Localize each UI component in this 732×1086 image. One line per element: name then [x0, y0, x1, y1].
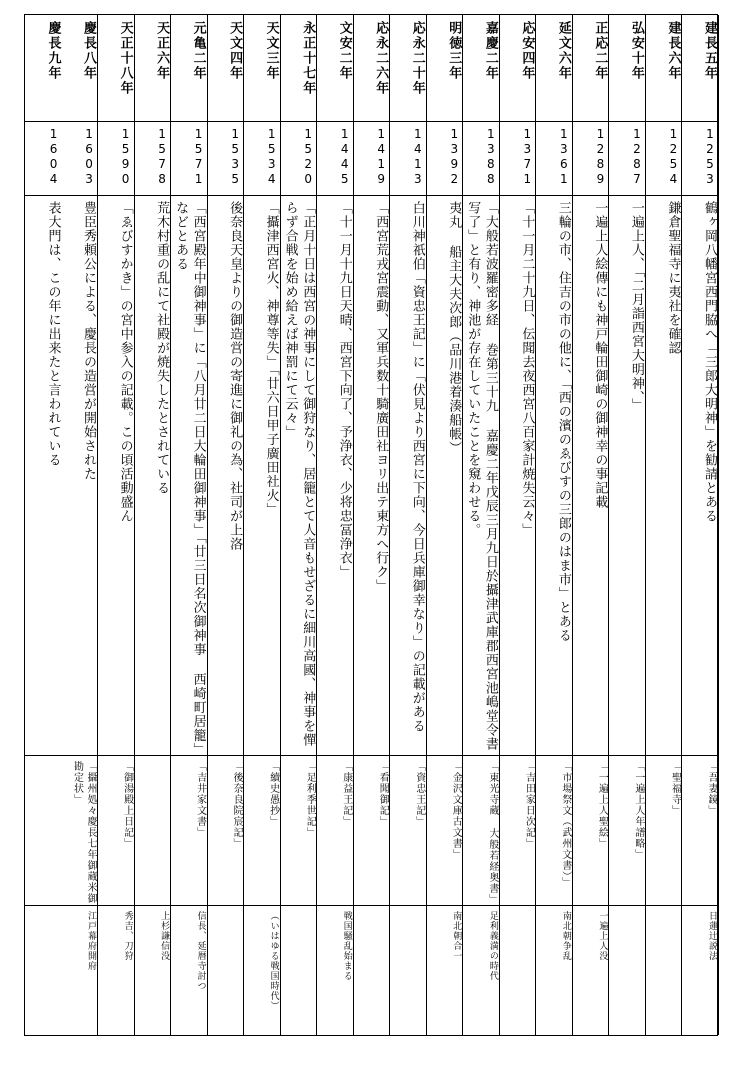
era-cell: 永正十七年 [300, 21, 316, 96]
source-cell [135, 755, 171, 905]
source-cell: 「聖福寺」 [669, 761, 681, 816]
table-column [646, 15, 683, 1035]
table-column [427, 15, 464, 1035]
year-cell: 1392 [447, 127, 462, 187]
table-column [390, 15, 427, 1035]
note-cell [354, 905, 390, 1037]
table-column [171, 15, 208, 1035]
era-cell: 天正十八年 [117, 21, 133, 96]
note-cell [646, 905, 682, 1037]
source-cell: 「御湯殿上日記」 [121, 761, 133, 849]
description-cell: 表大門は、この年に出来たと言われている [45, 201, 61, 467]
year-cell: 1445 [337, 127, 352, 187]
era-cell: 慶長八年 [81, 21, 97, 81]
era-cell: 慶長九年 [45, 21, 61, 81]
table-column [463, 15, 500, 1035]
description-cell: 鶴ヶ岡八幡宮西門脇へ「三郎大明神」を勧請とある [701, 201, 717, 523]
source-cell: 「吾妻鏡」 [705, 761, 717, 816]
note-cell: 南北朝争乱 [560, 911, 571, 961]
table-column [500, 15, 537, 1035]
source-cell: 「資忠王記」 [413, 761, 425, 827]
era-cell: 応永二十年 [409, 21, 425, 96]
year-cell: 1535 [228, 127, 243, 187]
table-column [25, 15, 62, 1035]
year-cell: 1590 [118, 127, 133, 187]
description-cell: 三輪の市、住吉の市の他に、「西の濱のゑびすの三郎のはま市」とある [555, 201, 571, 643]
source-cell: 「市場祭文（武州文書）」 [559, 761, 571, 888]
note-cell: 戦国騒乱始まる [341, 911, 352, 981]
era-cell: 嘉慶二年 [482, 21, 498, 81]
note-cell: 足利義満の時代 [487, 911, 498, 981]
year-cell: 1534 [264, 127, 279, 187]
year-cell: 1289 [593, 127, 608, 187]
description-cell: 「西宮荒戎宮震動、又軍兵数十騎廣田社ヨリ出テ東方へ行ク」 [373, 201, 389, 593]
note-cell [500, 905, 536, 1037]
row-divider [25, 121, 717, 122]
table-column [317, 15, 354, 1035]
description-cell: 荒木村重の乱にて社殿が焼失したとされている [154, 201, 170, 495]
source-cell: 「金沢文庫古文書」 [450, 761, 462, 860]
table-column [62, 15, 99, 1035]
year-cell: 1253 [702, 127, 717, 187]
note-cell: （いはゆる戦国時代） [268, 911, 279, 1011]
row-divider [25, 755, 717, 756]
era-cell: 建長六年 [665, 21, 681, 81]
source-cell: 「看聞御記」 [377, 761, 389, 827]
source-cell: 「一遍上人聖絵」 [596, 761, 608, 849]
era-cell: 正応二年 [592, 21, 608, 81]
note-cell [609, 905, 645, 1037]
table-column [208, 15, 245, 1035]
table-column [609, 15, 646, 1035]
era-cell: 文安二年 [336, 21, 352, 81]
table-column [244, 15, 281, 1035]
year-cell: 1371 [520, 127, 535, 187]
year-cell: 1287 [629, 127, 644, 187]
description-cell: 豊臣秀頼公による、慶長の造営が開始された [81, 201, 97, 481]
era-cell: 応安四年 [519, 21, 535, 81]
note-cell [208, 905, 244, 1037]
source-cell: 「攝州処々慶長七年御蔵米御勘定状」 [71, 761, 97, 904]
table-column [682, 15, 719, 1035]
era-cell: 天文四年 [227, 21, 243, 81]
year-cell: 1419 [374, 127, 389, 187]
year-cell: 1604 [46, 127, 61, 187]
source-cell: 「後奈良院宸記」 [231, 761, 243, 849]
note-cell: 江戸幕府開府 [86, 911, 97, 971]
description-cell: 鎌倉聖福寺に夷社を確認 [665, 201, 681, 355]
table-column [135, 15, 172, 1035]
chronology-table [24, 14, 718, 1036]
description-cell: 「ゑびすかき」の宮中参入の記載。この頃活動盛ん [117, 201, 133, 523]
table-column [573, 15, 610, 1035]
year-cell: 1361 [556, 127, 571, 187]
table-column [98, 15, 135, 1035]
row-divider [25, 905, 717, 906]
year-cell: 1388 [483, 127, 498, 187]
row-divider [25, 195, 717, 196]
source-cell: 「吉田家日次記」 [523, 761, 535, 849]
source-cell: 「一遍上人年譜略」 [632, 761, 644, 860]
source-cell: 「康益王記」 [340, 761, 352, 827]
year-cell: 1578 [155, 127, 170, 187]
description-cell: 後奈良天皇よりの御造営の寄進に御礼の為、社司が上洛 [227, 201, 243, 551]
note-cell: 一遍上人没 [597, 911, 608, 961]
source-cell: 「足利季世記」 [304, 761, 316, 838]
era-cell: 建長五年 [701, 21, 717, 81]
table-column [281, 15, 318, 1035]
year-cell: 1603 [82, 127, 97, 187]
table-column [354, 15, 391, 1035]
note-cell: 上杉謙信没 [159, 911, 170, 961]
year-cell: 1520 [301, 127, 316, 187]
description-cell: 「西宮殿年中御神事」に「八月廿二日大輪田御神事」「廿三日名次御神事 西崎町居籠」などとある [173, 201, 206, 750]
era-cell: 明徳三年 [446, 21, 462, 81]
description-cell: 「正月十日は西宮の神事にして御狩なり、居籠とて人音もせざるに細川高國、神事を憚らず合戦を始め給えば神罰にて云々」 [282, 201, 316, 747]
source-cell: 「吉井家文書」 [194, 761, 206, 838]
description-cell: 一遍上人、「二月詣西宮大明神、」 [628, 201, 644, 412]
era-cell: 天正六年 [154, 21, 170, 81]
description-cell: 「十一月二十九日、伝聞去夜西宮八百家計焼失云々」 [519, 201, 535, 537]
source-cell: 「東光寺蔵 大般若経奥書」 [486, 761, 498, 905]
description-cell: 「攝津西宮火、神尊等失」「廿六日甲子廣田社火」 [263, 201, 279, 517]
note-cell [390, 905, 426, 1037]
era-cell: 天文三年 [263, 21, 279, 81]
table-column [536, 15, 573, 1035]
description-cell: 夷丸 船主大夫次郎（品川港着湊船帳） [446, 201, 462, 455]
note-cell: 日蓮辻説法 [706, 911, 717, 961]
year-cell: 1571 [191, 127, 206, 187]
description-cell: 「大般若波羅密多経 巻第三十九 嘉慶二年戊辰三月九日於攝津武庫郡西宮池嶋堂令書写了」と有り、神池が存在していたことを窺わせる。 [465, 201, 498, 751]
description-cell: 一遍上人絵傳にも神戸輪田御崎の御神幸の事記載 [592, 201, 608, 509]
note-cell [25, 905, 62, 1037]
era-cell: 弘安十年 [628, 21, 644, 81]
era-cell: 延文六年 [555, 21, 571, 81]
source-cell [25, 755, 62, 905]
era-cell: 元亀二年 [190, 21, 206, 81]
year-cell: 1254 [666, 127, 681, 187]
description-cell: 「十一月十九日天晴、西宮下向了、予浄衣、少将忠冨浄衣」 [336, 201, 352, 579]
note-cell [281, 905, 317, 1037]
year-cell: 1413 [410, 127, 425, 187]
description-cell: 白川神祇伯「資忠王記」に「伏見より西宮に下向、今日兵庫御幸なり」の記載がある [409, 201, 425, 733]
note-cell: 信長、延暦寺討つ [195, 911, 206, 991]
source-cell: 「續史愚抄」 [267, 761, 279, 827]
era-cell: 応永二六年 [373, 21, 389, 96]
note-cell: 南北朝合一 [451, 911, 462, 961]
note-cell: 秀吉、刀狩 [122, 911, 133, 961]
